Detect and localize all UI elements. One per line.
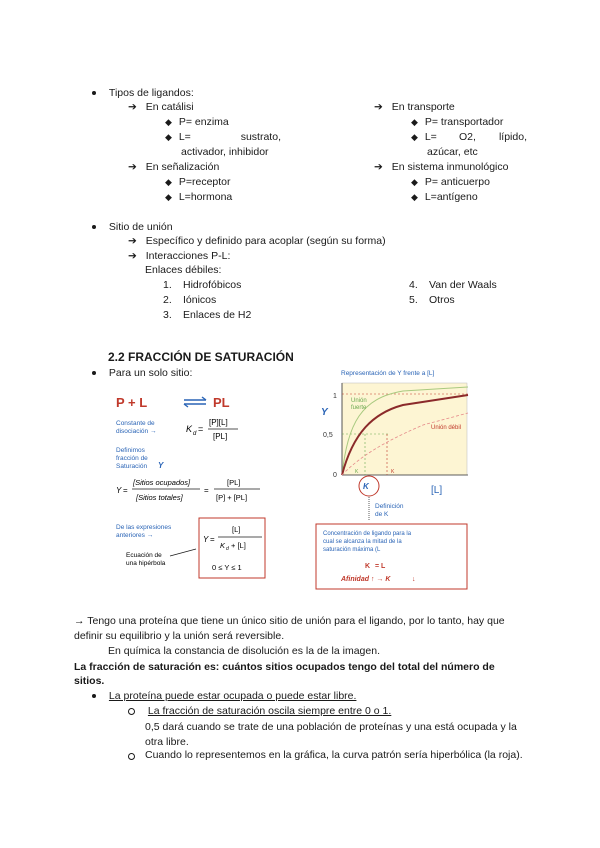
bond-text: Iónicos: [183, 294, 217, 306]
transport-item-cont: azúcar, etc: [427, 146, 478, 158]
transport-item-text: P= transportador: [424, 116, 504, 128]
weak-bonds-label: Enlaces débiles:: [145, 264, 222, 276]
paragraph-1: → Tengo una proteína que tiene un único sitio de unión para el ligando, por lo tanto, hay que definir su equilibrio y la unión será reversible.: [74, 615, 505, 642]
weak-label: Unión débil: [431, 425, 462, 431]
bond-text: Enlaces de H2: [183, 309, 252, 321]
diamond-bullet-icon: ◆: [165, 192, 172, 202]
box-numerator: [L]: [232, 525, 241, 534]
bond-list-item: [409, 294, 455, 306]
bond-text: Van der Waals: [429, 279, 497, 291]
const-label: disociación →: [116, 428, 157, 435]
bond-number: 4.: [409, 279, 418, 291]
definition-box-text: Concentración de ligando para la: [323, 531, 412, 537]
kd-symbol: K: [186, 424, 193, 434]
sub-bullet-curve: [128, 750, 135, 762]
catalysis-item-cont: activador, inhibidor: [181, 146, 269, 158]
const-label: Constante de: [116, 420, 155, 427]
kd-numerator: [P][L]: [209, 418, 228, 427]
transport-title-row: [374, 101, 455, 113]
arrow-right-icon: ➔: [128, 101, 137, 113]
bullet-dot-icon: [92, 225, 96, 229]
svg-text:=: =: [204, 486, 209, 495]
definition-label: Definición: [375, 503, 404, 510]
bond-number: 2.: [163, 294, 172, 306]
from-label: anteriores →: [116, 532, 154, 539]
box-denominator: + [L]: [231, 541, 246, 550]
svg-text:=: =: [123, 486, 128, 495]
y-denominator: [Sitios totales]: [136, 493, 183, 502]
saturation-plot-figure: [313, 363, 473, 593]
tick-1: 1: [333, 393, 337, 400]
y-symbol: Y: [158, 461, 164, 470]
define-label: Definimos: [116, 447, 145, 454]
svg-text:=: =: [210, 535, 215, 544]
kd-denominator: [PL]: [213, 432, 228, 441]
paragraph-2: En química la constancia de disolución es la de la imagen.: [108, 645, 380, 657]
bond-number: 1.: [163, 279, 172, 291]
diamond-bullet-icon: ◆: [411, 132, 418, 142]
signaling-item: [165, 176, 231, 188]
arrow-right-icon: ➔: [128, 161, 137, 173]
y-symbol: Y: [203, 535, 209, 544]
bond-list-item: [163, 309, 252, 321]
immune-item-text: L=antígeno: [424, 191, 478, 203]
immune-item-text: P= anticuerpo: [424, 176, 490, 188]
hyperbola-label: Ecuación de: [126, 552, 162, 559]
saturation-equations-figure: [110, 385, 300, 580]
strong-label: fuerte: [351, 405, 367, 411]
immune-title: En sistema inmunológico: [391, 161, 509, 173]
box-subscript: d: [226, 546, 229, 552]
catalysis-title: En catálisi: [145, 101, 194, 113]
catalysis-item-text: P= enzima: [178, 116, 229, 128]
y-denominator: [P] + [PL]: [216, 493, 248, 502]
kd-circle-label: K: [363, 482, 369, 491]
single-site-label: Para un solo sitio:: [108, 367, 193, 379]
definition-label: de K: [375, 511, 389, 518]
definition-box-eq: = L: [375, 563, 386, 570]
signaling-item-text: L=hormona: [178, 191, 233, 203]
circle-bullet-icon: [128, 753, 135, 760]
transport-item: [411, 131, 527, 143]
bullet-ligand-types: [92, 87, 194, 99]
catalysis-item: [165, 116, 229, 128]
diamond-bullet-icon: ◆: [165, 177, 172, 187]
kd-weak-mark: K: [391, 469, 395, 475]
bond-number: 3.: [163, 309, 172, 321]
catalysis-item-text: L=: [178, 131, 191, 143]
section-heading: 2.2 FRACCIÓN DE SATURACIÓN: [108, 350, 294, 364]
strong-label: Unión: [351, 398, 367, 404]
tick-0: 0: [333, 472, 337, 479]
equation-right: PL: [213, 395, 230, 410]
signaling-title: En señalización: [145, 161, 220, 173]
bond-list-item: [409, 279, 497, 291]
kd-strong-mark: K: [355, 469, 359, 475]
transport-item-text: L=: [424, 131, 437, 143]
from-label: De las expresiones: [116, 524, 172, 531]
arrow-right-icon: ➔: [128, 235, 137, 247]
catalysis-item-text: sustrato,: [240, 131, 281, 143]
catalysis-title-row: [128, 101, 194, 113]
circle-bullet-icon: [128, 708, 135, 715]
definition-box-text: saturación máxima (L: [323, 547, 381, 553]
binding-interactions-row: [128, 250, 230, 262]
y-axis-label: Y: [321, 407, 328, 418]
affinity-text: Afinidad ↑ → K: [341, 576, 391, 583]
bullet-dot-icon: [92, 371, 96, 375]
arrow-right-icon: ➔: [374, 101, 383, 113]
y-numerator: [PL]: [227, 478, 241, 487]
plot-title: Representación de Y frente a [L]: [341, 370, 435, 377]
immune-item: [411, 176, 490, 188]
y-symbol: Y: [116, 486, 122, 495]
bond-number: 5.: [409, 294, 418, 306]
equation-left: P + L: [116, 395, 148, 410]
define-label: fracción de: [116, 455, 148, 462]
signaling-item: [165, 191, 232, 203]
paragraph-3: La fracción de saturación es: cuántos sitios ocupados tengo del total del número de sitios.: [74, 661, 495, 687]
pointer-line: [170, 549, 196, 556]
diamond-bullet-icon: ◆: [411, 117, 418, 127]
transport-item-text: lípido,: [498, 131, 527, 143]
definition-box-text: cual se alcanza la mitad de la: [323, 539, 402, 545]
transport-title: En transporte: [391, 101, 455, 113]
definition-box-eq: K: [365, 563, 371, 570]
x-axis-label: [L]: [431, 485, 443, 496]
protein-state-text: La proteína puede estar ocupada o puede estar libre.: [108, 690, 357, 702]
bullet-dot-icon: [92, 91, 96, 95]
bullet-binding-site: [92, 221, 173, 233]
binding-interactions-text: Interacciones P-L:: [145, 250, 231, 262]
catalysis-item: [165, 131, 281, 143]
immune-title-row: [374, 161, 508, 173]
box-denominator: K: [220, 541, 226, 550]
diamond-bullet-icon: ◆: [411, 177, 418, 187]
y-numerator: [Sitios ocupados]: [133, 478, 191, 487]
arrow-right-icon: ➔: [374, 161, 383, 173]
ligand-types-heading: Tipos de ligandos:: [108, 87, 194, 99]
kd-subscript: d: [193, 431, 197, 437]
equilibrium-arrows-icon: [184, 397, 206, 407]
transport-item-text: O2,: [459, 131, 476, 143]
hyperbola-label: una hipérbola: [126, 560, 166, 567]
binding-specific-row: [128, 235, 386, 247]
sub-bullet-range: [128, 705, 391, 717]
bond-text: Hidrofóbicos: [183, 279, 242, 291]
arrow-right-icon: ➔: [128, 250, 137, 262]
binding-specific-text: Específico y definido para acoplar (según su forma): [145, 235, 386, 247]
tick-05: 0,5: [323, 432, 333, 439]
diamond-bullet-icon: ◆: [411, 192, 418, 202]
signaling-item-text: P=receptor: [178, 176, 231, 188]
bond-list-item: [163, 294, 217, 306]
bullet-dot-icon: [92, 694, 96, 698]
signaling-title-row: [128, 161, 219, 173]
range-text: La fracción de saturación oscila siempre entre 0 o 1.: [147, 705, 392, 717]
define-label: Saturación: [116, 463, 148, 470]
box-range: 0 ≤ Y ≤ 1: [212, 563, 242, 572]
kd-circle: [359, 476, 379, 496]
diamond-bullet-icon: ◆: [165, 117, 172, 127]
immune-item: [411, 191, 478, 203]
diamond-bullet-icon: ◆: [165, 132, 172, 142]
svg-text:=: =: [198, 424, 204, 434]
curve-text: Cuando lo representemos en la gráfica, la curva patrón sería hiperbólica (la roja).: [145, 749, 523, 761]
transport-item: [411, 116, 503, 128]
bullet-single-site: [92, 367, 192, 379]
affinity-text: ↓: [412, 576, 416, 583]
bullet-protein-state: [92, 690, 356, 702]
bond-text: Otros: [429, 294, 455, 306]
bond-list-item: [163, 279, 242, 291]
binding-site-heading: Sitio de unión: [108, 221, 173, 233]
half-saturation-text: 0,5 dará cuando se trate de una población de proteínas y una está ocupada y la otra libre.: [145, 721, 517, 748]
